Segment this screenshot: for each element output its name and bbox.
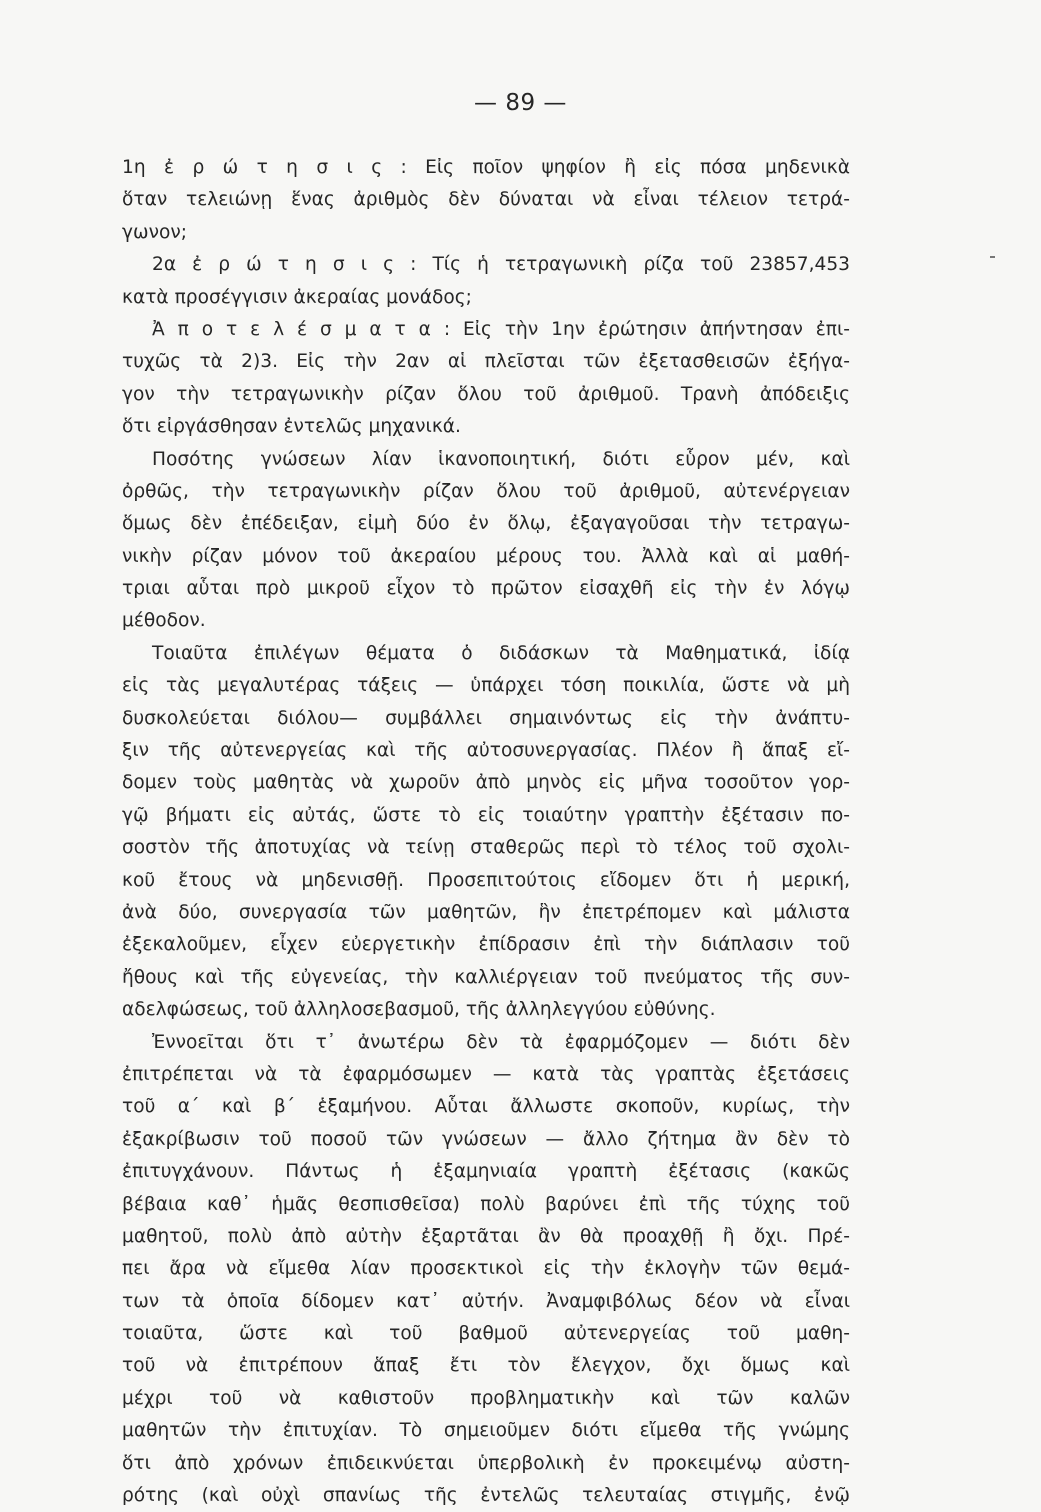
text-line: μέθοδον.	[122, 610, 206, 632]
text-line: γον τὴν τετραγωνικὴν ρίζαν ὅλου τοῦ ἀριθμοῦ. Τρανὴ ἀπόδειξις	[122, 383, 850, 405]
text-line: τοῦ νὰ ἐπιτρέπουν ἅπαξ ἔτι τὸν ἔλεγχον, ὄχι ὅμως καὶ	[122, 1355, 850, 1377]
text-line: τοῦ α΄ καὶ β΄ ἑξαμήνου. Αὗται ἄλλωστε σκοποῦν, κυρίως, τὴν	[122, 1096, 850, 1118]
text-line: Ἀ π ο τ ε λ έ σ μ α τ α : Εἰς τὴν 1ην ἐρώτησιν ἀπήντησαν ἐπι-	[152, 318, 850, 340]
text-line: 1η ἐ ρ ώ τ η σ ι ς : Εἰς ποῖον ψηφίον ἢ εἰς πόσα μηδενικὰ	[122, 157, 850, 178]
text-line: ἀνὰ δύο, συνεργασία τῶν μαθητῶν, ἣν ἐπετρέπομεν καὶ μάλιστα	[122, 901, 850, 923]
text-line: βέβαια καθ᾿ ἡμᾶς θεσπισθεῖσα) πολὺ βαρύνει ἐπὶ τῆς τύχης τοῦ	[122, 1193, 850, 1215]
text-line: ξιν τῆς αὐτενεργείας καὶ τῆς αὐτοσυνεργασίας. Πλέον ἢ ἅπαξ εἴ-	[122, 740, 850, 762]
text-line: ὅμως δὲν ἐπέδειξαν, εἰμὴ δύο ἐν ὅλῳ, ἐξαγαγοῦσαι τὴν τετραγω-	[122, 513, 850, 535]
body-text	[122, 152, 850, 1512]
text-line: μέχρι τοῦ νὰ καθιστοῦν προβληματικὴν καὶ τῶν καλῶν	[122, 1387, 850, 1409]
text-line: σοστὸν τῆς ἀποτυχίας νὰ τείνῃ σταθερῶς περὶ τὸ τέλος τοῦ σχολι-	[122, 837, 850, 859]
text-line: Ἐννοεῖται ὅτι τ᾿ ἀνωτέρω δὲν τὰ ἐφαρμόζομεν — διότι δὲν	[152, 1031, 850, 1053]
text-line: κατὰ προσέγγισιν ἀκεραίας μονάδος;	[122, 286, 472, 308]
text-line: τριαι αὗται πρὸ μικροῦ εἶχον τὸ πρῶτον εἰσαχθῆ εἰς τὴν ἐν λόγῳ	[122, 578, 850, 600]
text-line: αδελφώσεως, τοῦ ἀλληλοσεβασμοῦ, τῆς ἀλληλεγγύου εὐθύνης.	[122, 999, 716, 1021]
text-line: των τὰ ὁποῖα δίδομεν κατ᾿ αὐτήν. Ἀναμφιβόλως δέον νὰ εἶναι	[122, 1290, 850, 1312]
text-line: Ποσότης γνώσεων λίαν ἱκανοποιητική, διότι εὗρον μέν, καὶ	[152, 448, 850, 470]
text-line: μαθητῶν τὴν ἐπιτυχίαν. Τὸ σημειοῦμεν διότι εἴμεθα τῆς γνώμης	[122, 1420, 850, 1442]
text-line: ἐπιτυγχάνουν. Πάντως ἡ ἑξαμηνιαία γραπτὴ ἐξέτασις (κακῶς	[122, 1161, 850, 1183]
text-line: τυχῶς τὰ 2)3. Εἰς τὴν 2αν αἱ πλεῖσται τῶν ἐξετασθεισῶν ἐξήγα-	[122, 351, 850, 373]
text-line: νικὴν ρίζαν μόνον τοῦ ἀκεραίου μέρους του. Ἀλλὰ καὶ αἱ μαθή-	[122, 545, 850, 567]
text-line: ἐπιτρέπεται νὰ τὰ ἐφαρμόσωμεν — κατὰ τὰς γραπτὰς ἐξετάσεις	[122, 1063, 850, 1085]
text-line: δομεν τοὺς μαθητὰς νὰ χωροῦν ἀπὸ μηνὸς εἰς μῆνα τοσοῦτον γορ-	[122, 772, 850, 794]
text-line: γωνον;	[122, 221, 187, 243]
margin-mark	[990, 256, 995, 258]
text-line: τοιαῦτα, ὥστε καὶ τοῦ βαθμοῦ αὐτενεργείας τοῦ μαθη-	[122, 1323, 850, 1345]
text-line: 2α ἐ ρ ώ τ η σ ι ς : Τίς ἡ τετραγωνικὴ ρίζα τοῦ 23857,453	[152, 254, 850, 276]
text-line: ἤθους καὶ τῆς εὐγενείας, τὴν καλλιέργειαν τοῦ πνεύματος τῆς συν-	[122, 966, 850, 988]
page-number: — 89 —	[474, 90, 567, 116]
text-line: Τοιαῦτα ἐπιλέγων θέματα ὁ διδάσκων τὰ Μαθηματικά, ἰδίᾳ	[152, 642, 850, 664]
text-line: ἐξεκαλοῦμεν, εἶχεν εὐεργετικὴν ἐπίδρασιν ἐπὶ τὴν διάπλασιν τοῦ	[122, 934, 850, 956]
text-line: μαθητοῦ, πολὺ ἀπὸ αὐτὴν ἐξαρτᾶται ἂν θὰ προαχθῇ ἢ ὄχι. Πρέ-	[122, 1225, 850, 1247]
text-line: γῷ βήματι εἰς αὐτάς, ὥστε τὸ εἰς τοιαύτην γραπτὴν ἐξέτασιν πο-	[122, 804, 850, 826]
text-line: ὅτι εἰργάσθησαν ἐντελῶς μηχανικά.	[122, 416, 461, 438]
text-line: κοῦ ἔτους νὰ μηδενισθῇ. Προσεπιτούτοις εἴδομεν ὅτι ἡ μερική,	[122, 869, 850, 891]
text-line: πει ἄρα νὰ εἴμεθα λίαν προσεκτικοὶ εἰς τὴν ἐκλογὴν τῶν θεμά-	[122, 1258, 850, 1280]
text-line: ὅταν τελειώνῃ ἕνας ἀριθμὸς δὲν δύναται νὰ εἶναι τέλειον τετρά-	[122, 189, 850, 211]
text-line: ρότης (καὶ οὐχὶ σπανίως τῆς ἐντελῶς τελευταίας στιγμῆς, ἐνῷ	[122, 1485, 850, 1507]
text-line: ὀρθῶς, τὴν τετραγωνικὴν ρίζαν ὅλου τοῦ ἀριθμοῦ, αὐτενέργειαν	[122, 480, 850, 502]
text-line: ἐξακρίβωσιν τοῦ ποσοῦ τῶν γνώσεων — ἄλλο ζήτημα ἂν δὲν τὸ	[122, 1128, 850, 1150]
text-line: εἰς τὰς μεγαλυτέρας τάξεις — ὑπάρχει τόση ποικιλία, ὥστε νὰ μὴ	[122, 675, 850, 697]
text-line: ὅτι ἀπὸ χρόνων ἐπιδεικνύεται ὑπερβολικὴ ἐν προκειμένῳ αὐστη-	[122, 1452, 850, 1474]
text-line: δυσκολεύεται διόλου— συμβάλλει σημαινόντως εἰς τὴν ἀνάπτυ-	[122, 707, 850, 729]
